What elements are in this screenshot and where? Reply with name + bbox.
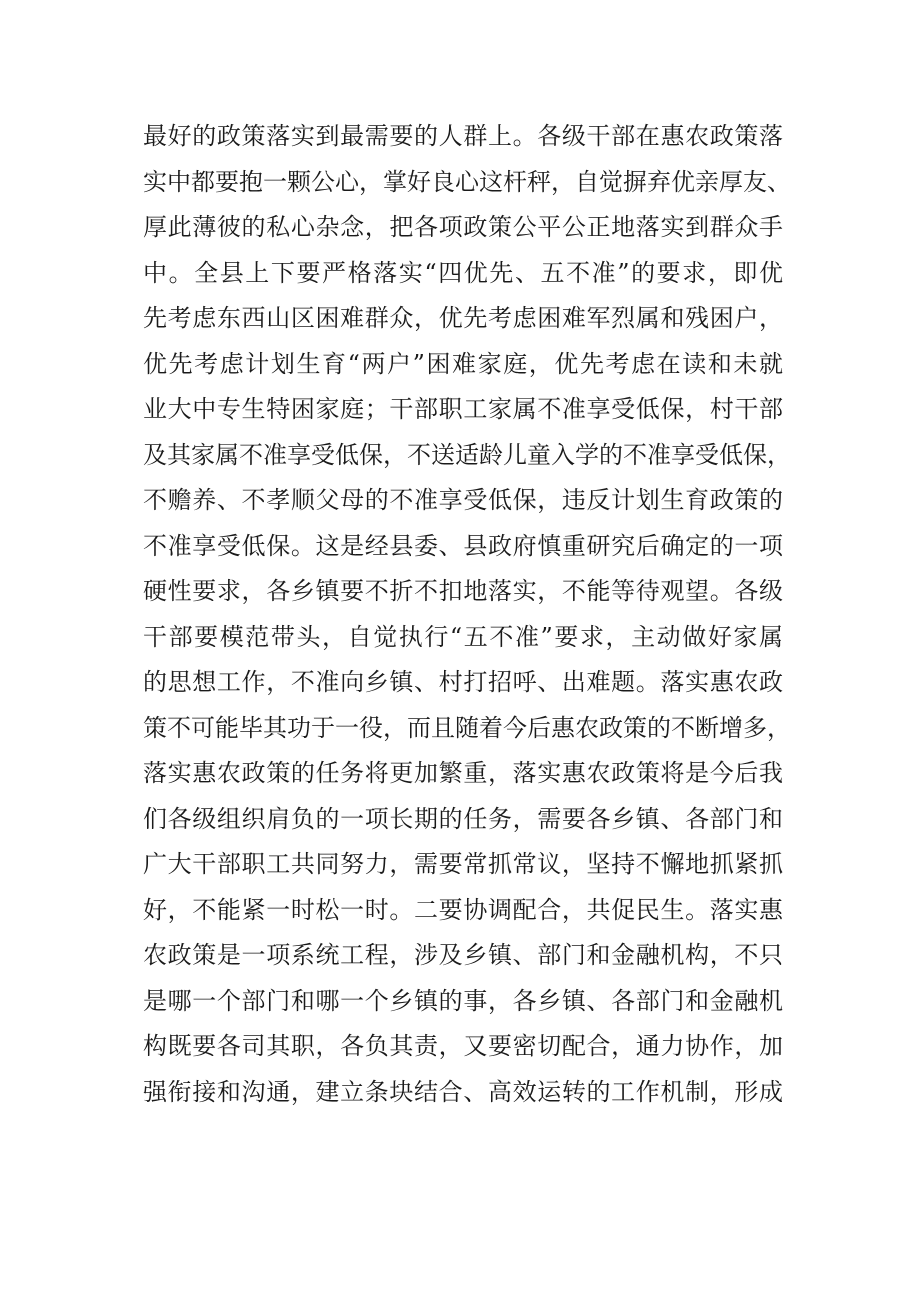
- text-line: 的思想工作，不准向乡镇、村打招呼、出难题。落实惠农政: [143, 668, 783, 696]
- text-line: 中。全县上下要严格落实“四优先、五不准”的要求，即优: [143, 258, 783, 287]
- text-line: 干部要模范带头，自觉执行“五不准”要求，主动做好家属: [143, 622, 783, 651]
- text-line: 们各级组织肩负的一项长期的任务，需要各乡镇、各部门和: [143, 804, 783, 833]
- text-line: 是哪一个部门和哪一个乡镇的事，各乡镇、各部门和金融机: [143, 986, 783, 1015]
- text-line: 广大干部职工共同努力，需要常抓常议，坚持不懈地抓紧抓: [143, 850, 783, 878]
- body-text: [143, 114, 791, 1115]
- text-line: 好，不能紧一时松一时。二要协调配合，共促民生。落实惠: [143, 895, 783, 924]
- text-line: 实中都要抱一颗公心，掌好良心这杆秤，自觉摒弃优亲厚友、: [143, 167, 791, 196]
- text-line: 及其家属不准享受低保，不送适龄儿童入学的不准享受低保，: [143, 440, 791, 469]
- text-line: 不准享受低保。这是经县委、县政府慎重研究后确定的一项: [143, 531, 783, 560]
- text-line: 先考虑东西山区困难群众，优先考虑困难军烈属和残困户，: [143, 304, 783, 332]
- text-line: 优先考虑计划生育“两户”困难家庭，优先考虑在读和未就: [143, 349, 783, 378]
- text-line: 农政策是一项系统工程，涉及乡镇、部门和金融机构，不只: [143, 941, 783, 969]
- text-line: 策不可能毕其功于一役，而且随着今后惠农政策的不断增多，: [143, 713, 791, 742]
- text-line: 强衔接和沟通，建立条块结合、高效运转的工作机制，形成: [143, 1077, 783, 1106]
- text-line: 硬性要求，各乡镇要不折不扣地落实，不能等待观望。各级: [143, 577, 783, 605]
- text-line: 最好的政策落实到最需要的人群上。各级干部在惠农政策落: [143, 122, 783, 150]
- text-line: 落实惠农政策的任务将更加繁重，落实惠农政策将是今后我: [143, 759, 783, 787]
- text-line: 构既要各司其职，各负其责，又要密切配合，通力协作，加: [143, 1032, 783, 1060]
- text-line: 业大中专生特困家庭；干部职工家属不准享受低保，村干部: [143, 395, 783, 423]
- text-line: 厚此薄彼的私心杂念，把各项政策公平公正地落实到群众手: [143, 213, 783, 241]
- text-line: 不赡养、不孝顺父母的不准享受低保，违反计划生育政策的: [143, 486, 783, 514]
